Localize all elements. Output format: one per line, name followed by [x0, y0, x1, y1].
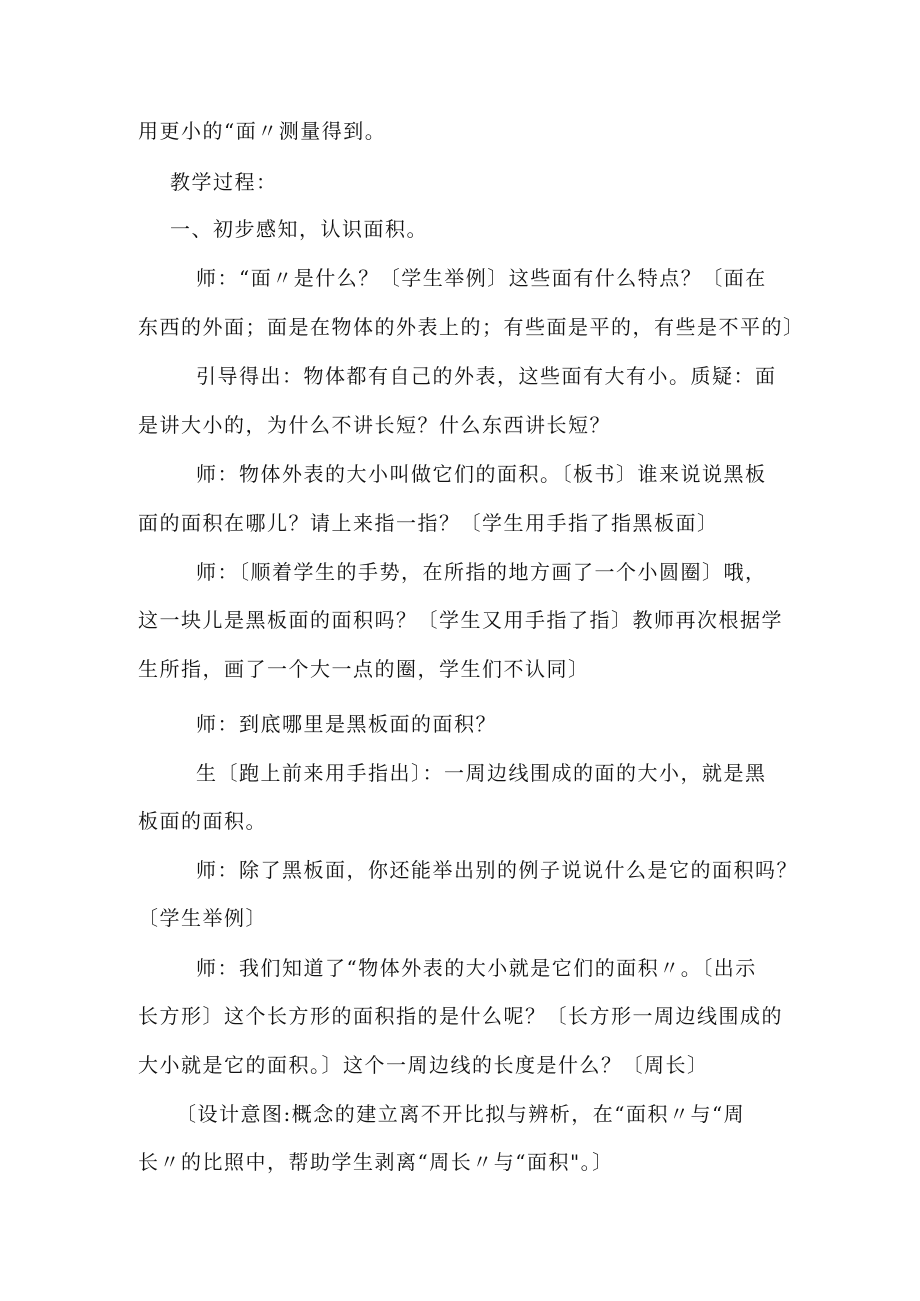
text-line-21: 〔设计意图:概念的建立离不开比拟与辨析，在“面积〃与“周 — [176, 1102, 746, 1126]
text-line-20: 大小就是它的面积。〕这个一周边线的长度是什么？〔周长〕 — [138, 1053, 709, 1077]
text-line-5: 东西的外面；面是在物体的外表上的；有些面是平的，有些是不平的〕 — [138, 315, 805, 339]
text-line-4: 师：“面〃是什么？〔学生举例〕这些面有什么特点？〔面在 — [196, 266, 767, 290]
text-line-14: 生〔跑上前来用手指出〕：一周边线围成的面的大小，就是黑 — [196, 761, 767, 785]
text-line-1: 用更小的“面〃测量得到。 — [138, 119, 387, 143]
text-line-15: 板面的面积。 — [138, 809, 267, 833]
text-line-9: 面的面积在哪儿？请上来指一指？〔学生用手指了指黑板面〕 — [138, 511, 719, 535]
text-line-13: 师：到底哪里是黑板面的面积？ — [196, 712, 497, 736]
text-line-22: 长〃的比照中，帮助学生剥离“周长〃与“面积"。〕 — [138, 1150, 614, 1174]
text-line-19: 长方形〕这个长方形的面积指的是什么呢？〔长方形一周边线围成的 — [138, 1004, 783, 1028]
text-line-18: 师：我们知道了“物体外表的大小就是它们的面积〃。〔出示 — [196, 956, 757, 980]
text-line-17: 〔学生举例〕 — [138, 906, 267, 930]
text-line-8: 师：物体外表的大小叫做它们的面积。〔板书〕谁来说说黑板 — [196, 462, 767, 486]
text-line-6: 引导得出：物体都有自己的外表，这些面有大有小。质疑：面 — [196, 364, 777, 388]
text-line-7: 是讲大小的，为什么不讲长短？什么东西讲长短？ — [138, 413, 611, 437]
text-line-2: 教学过程： — [170, 170, 278, 194]
text-line-16: 师：除了黑板面，你还能举出别的例子说说什么是它的面积吗？ — [196, 858, 798, 882]
text-line-11: 这一块儿是黑板面的面积吗？〔学生又用手指了指〕教师再次根据学 — [138, 608, 783, 632]
text-line-3: 一、初步感知，认识面积。 — [170, 217, 428, 241]
text-line-12: 生所指，画了一个大一点的圈，学生们不认同〕 — [138, 657, 590, 681]
text-line-10: 师：〔顺着学生的手势，在所指的地方画了一个小圆圈〕哦， — [196, 560, 767, 584]
